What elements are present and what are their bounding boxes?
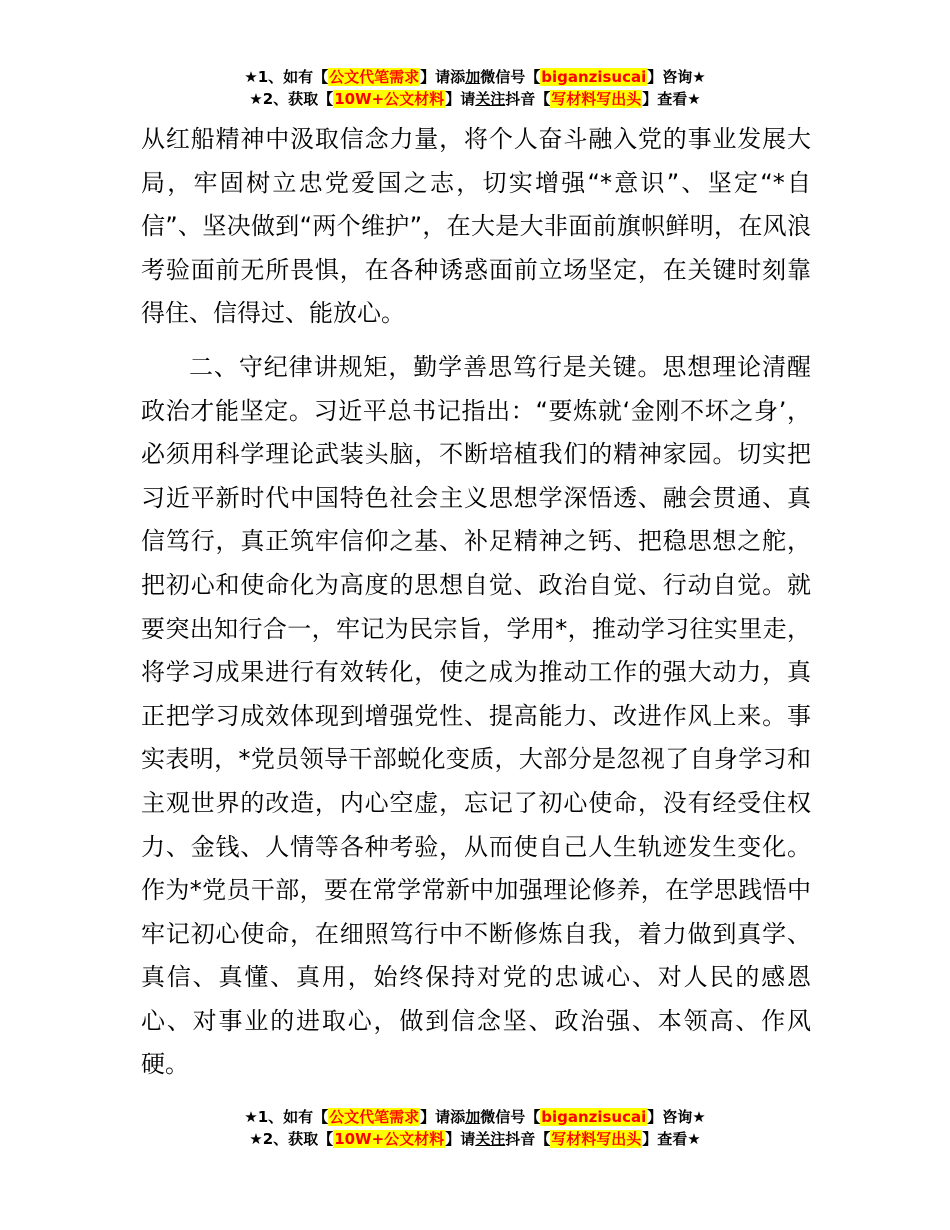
banner-text: ★2、获取【 bbox=[249, 1130, 334, 1148]
banner-text: 】请 bbox=[445, 1130, 476, 1148]
banner-text: 】咨询★ bbox=[647, 68, 706, 86]
banner-text: 抖音【 bbox=[505, 90, 551, 108]
highlight-wechat-id: biganzisucai bbox=[541, 1108, 647, 1126]
banner-line-2 bbox=[0, 1128, 950, 1150]
highlight-materials: 10W+公文材料 bbox=[334, 90, 445, 108]
banner-text: 】查看★ bbox=[642, 1130, 701, 1148]
paragraph-section-two: 二、守纪律讲规矩，勤学善思笃行是关键。思想理论清醒政治才能坚定。习近平总书记指出：“要炼就‘金刚不坏之身’，必须用科学理论武装头脑，不断培植我们的精神家园。切实把习近平新时代中国特色社会主义思想学深悟透、融会贯通、真信笃行，真正筑牢信仰之基、补足精神之钙、把稳思想之舵，把初心和使命化为高度的思想自觉、政治自觉、行动自觉。就要突出知行合一，牢记为民宗旨，学用*，推动学习往实里走，将学习成果进行有效转化，使之成为推动工作的强大动力，真正把学习成效体现到增强党性、提高能力、改进作风上来。事实表明，*党员领导干部蜕化变质，大部分是忽视了自身学习和主观世界的改造，内心空虚，忘记了初心使命，没有经受住权力、金钱、人情等各种考验，从而使自己人生轨迹发生变化。作为*党员干部，要在常学常新中加强理论修养，在学思践悟中牢记初心使命，在细照笃行中不断修炼自我，着力做到真学、真信、真懂、真用，始终保持对党的忠诚心、对人民的感恩心、对事业的进取心，做到信念坚、政治强、本领高、作风硬。 bbox=[141, 352, 811, 1079]
banner-underlined-text: 关注 bbox=[475, 1130, 506, 1148]
banner-text: 微信号【 bbox=[480, 68, 541, 86]
highlight-douyin-account: 写材料写出头 bbox=[551, 1130, 642, 1148]
banner-text: 】查看★ bbox=[642, 90, 701, 108]
highlight-wechat-id: biganzisucai bbox=[541, 68, 647, 86]
banner-text: 微信号【 bbox=[480, 1108, 541, 1126]
banner-text: ★1、如有【 bbox=[244, 1108, 329, 1126]
banner-line-2 bbox=[0, 88, 950, 110]
banner-text: ★2、获取【 bbox=[249, 90, 334, 108]
footer-banner bbox=[0, 1106, 950, 1150]
document-body bbox=[141, 118, 811, 1087]
highlight-douyin-account: 写材料写出头 bbox=[551, 90, 642, 108]
header-banner bbox=[0, 66, 950, 110]
highlight-materials: 10W+公文材料 bbox=[334, 1130, 445, 1148]
banner-text: 】请 bbox=[445, 90, 476, 108]
banner-underlined-text: 加 bbox=[465, 68, 481, 86]
banner-text: 】咨询★ bbox=[647, 1108, 706, 1126]
banner-line-1 bbox=[0, 66, 950, 88]
banner-line-1 bbox=[0, 1106, 950, 1128]
banner-underlined-text: 关注 bbox=[475, 90, 506, 108]
highlight-service: 公文代笔需求 bbox=[329, 1108, 420, 1126]
banner-text: 】请添 bbox=[420, 1108, 466, 1126]
banner-text: 抖音【 bbox=[505, 1130, 551, 1148]
paragraph-continuation: 从红船精神中汲取信念力量，将个人奋斗融入党的事业发展大局，牢固树立忠党爱国之志，切实增强“*意识”、坚定“*自信”、坚决做到“两个维护”，在大是大非面前旗帜鲜明，在风浪考验面前无所畏惧，在各种诱惑面前立场坚定，在关键时刻靠得住、信得过、能放心。 bbox=[141, 125, 811, 328]
banner-underlined-text: 加 bbox=[465, 1108, 481, 1126]
highlight-service: 公文代笔需求 bbox=[329, 68, 420, 86]
banner-text: ★1、如有【 bbox=[244, 68, 329, 86]
banner-text: 】请添 bbox=[420, 68, 466, 86]
